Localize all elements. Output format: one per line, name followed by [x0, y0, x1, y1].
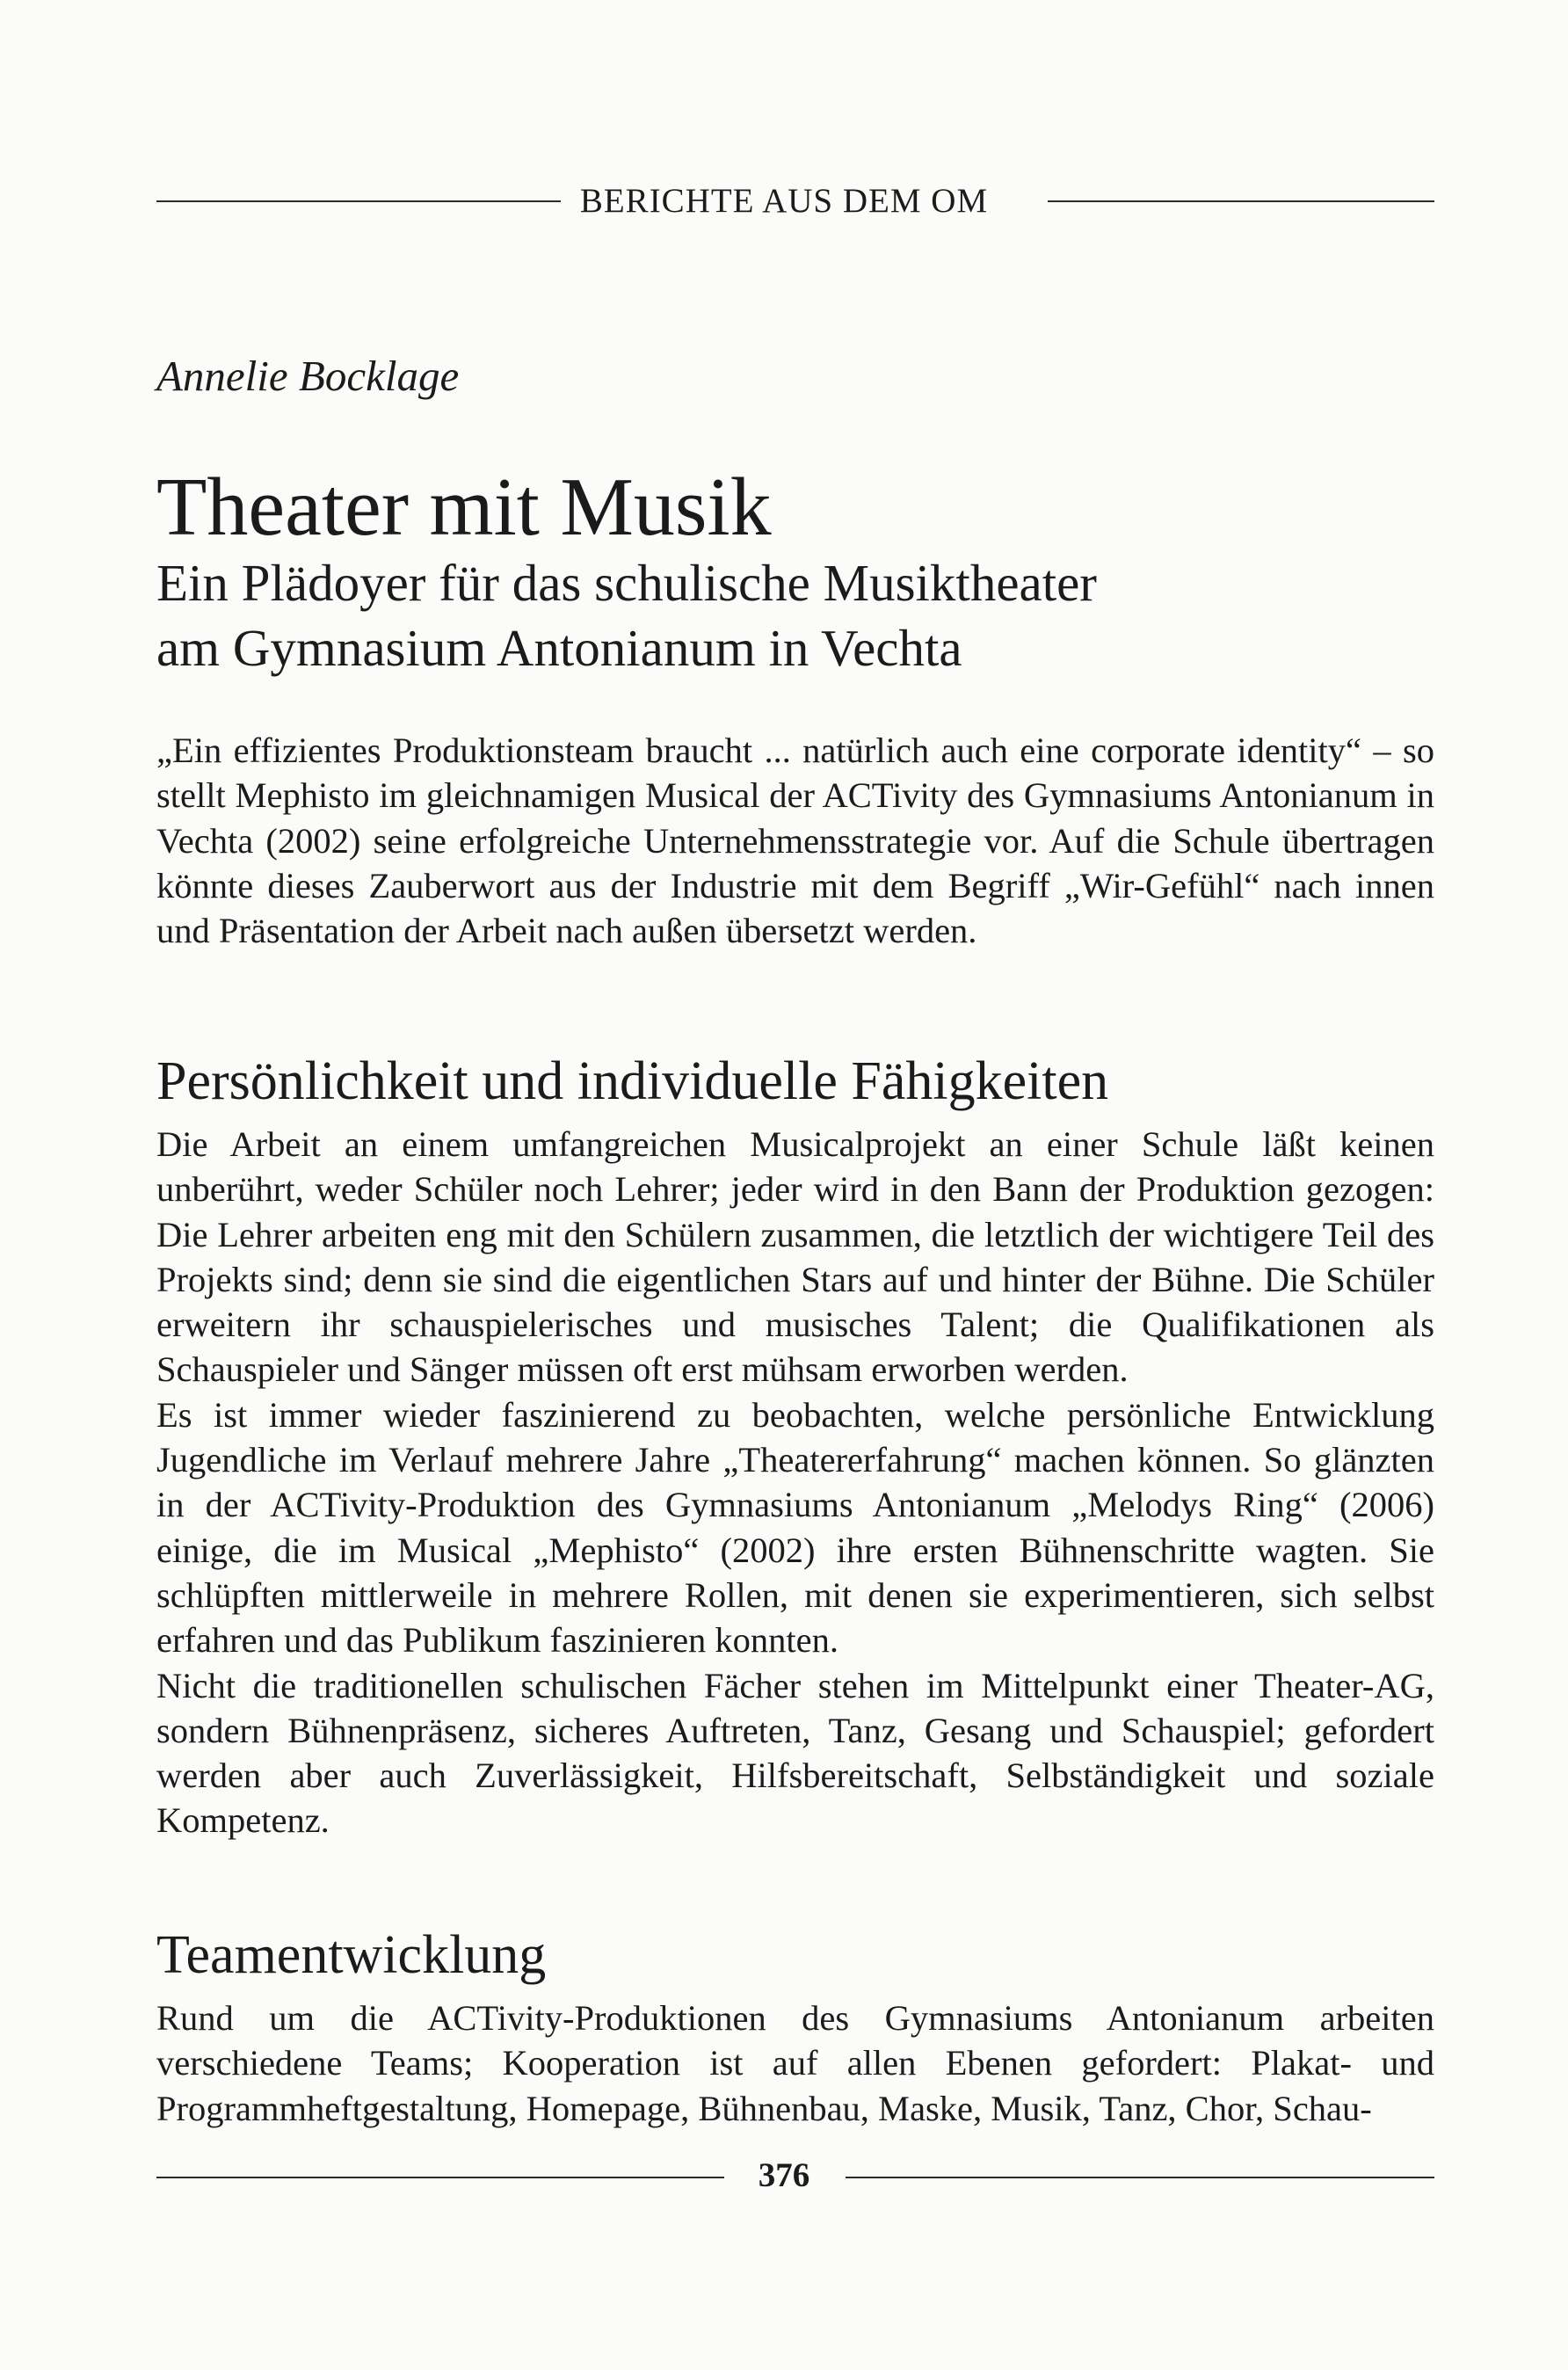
subtitle-line-2: am Gymnasium Antonianum in Vechta — [156, 619, 962, 677]
body-paragraph: Rund um die ACTivity-Produktionen des Gymnasiums Antonianum arbeiten verschiedene Teams; Kooperation ist auf allen Ebenen gefordert: Plakat- und Programmheftgestaltung, Homepage, Bühnenbau, Maske, Musik, Tanz, Chor, Schau- — [156, 1998, 1434, 2128]
running-head — [0, 179, 1568, 223]
body-paragraph: Die Arbeit an einem umfangreichen Musicalprojekt an einer Schule läßt keinen unberührt, weder Schüler noch Lehrer; jeder wird in den Bann der Produktion gezogen: Die Lehrer arbeiten eng mit den Schülern zusammen, die letztlich der wichtigere Teil des Projekts sind; denn sie sind die eigentlichen Stars auf und hinter der Bühne. Die Schüler erweitern ihr schauspielerisches und musisches Talent; die Qualifikationen als Schauspieler und Sänger müssen oft erst mühsam erworben werden. — [156, 1124, 1434, 1390]
article-subtitle — [156, 550, 1097, 680]
article-title: Theater mit Musik — [156, 462, 772, 553]
intro-paragraph: „Ein effizientes Produktionsteam braucht ... natürlich auch eine corporate identity“ – so stellt Mephisto im gleichnamigen Musical der ACTivity des Gymnasiums Antonianum in Vechta (2002) seine erfolgreiche Unternehmensstrategie vor. Auf die Schule übertragen könnte dieses Zauberwort aus der Industrie mit dem Begriff „Wir-Gefühl“ nach innen und Präsentation der Arbeit nach außen übersetzt werden. — [156, 731, 1434, 951]
intro-block — [156, 728, 1434, 953]
body-paragraph: Nicht die traditionellen schulischen Fächer stehen im Mittelpunkt einer Theater-AG, sondern Bühnenpräsenz, sicheres Auftreten, Tanz, Gesang und Schauspiel; gefordert werden aber auch Zuverlässigkeit, Hilfsbereitschaft, Selbständigkeit und soziale Kompetenz. — [156, 1665, 1434, 1841]
subtitle-line-1: Ein Plädoyer für das schulische Musiktheater — [156, 554, 1097, 612]
section-heading-team: Teamentwicklung — [156, 1925, 547, 1985]
article-author: Annelie Bocklage — [156, 352, 460, 400]
section-heading-personality: Persönlichkeit und individuelle Fähigkeiten — [156, 1051, 1109, 1111]
section-body-personality — [156, 1122, 1434, 1843]
section-body-team — [156, 1996, 1434, 2131]
page-number: 376 — [758, 2156, 810, 2194]
body-paragraph: Es ist immer wieder faszinierend zu beobachten, welche persönliche Entwicklung Jugendliche im Verlauf mehrere Jahre „Theatererfahrung“ machen können. So glänzten in der ACTivity-Produktion des Gymnasiums Antonianum „Melodys Ring“ (2006) einige, die im Musical „Mephisto“ (2002) ihre ersten Bühnenschritte wagten. Sie schlüpften mittlerweile in mehrere Rollen, mit denen sie experimentieren, sich selbst erfahren und das Publikum faszinieren konnten. — [156, 1394, 1434, 1661]
running-head-text: BERICHTE AUS DEM OM — [568, 182, 1000, 220]
